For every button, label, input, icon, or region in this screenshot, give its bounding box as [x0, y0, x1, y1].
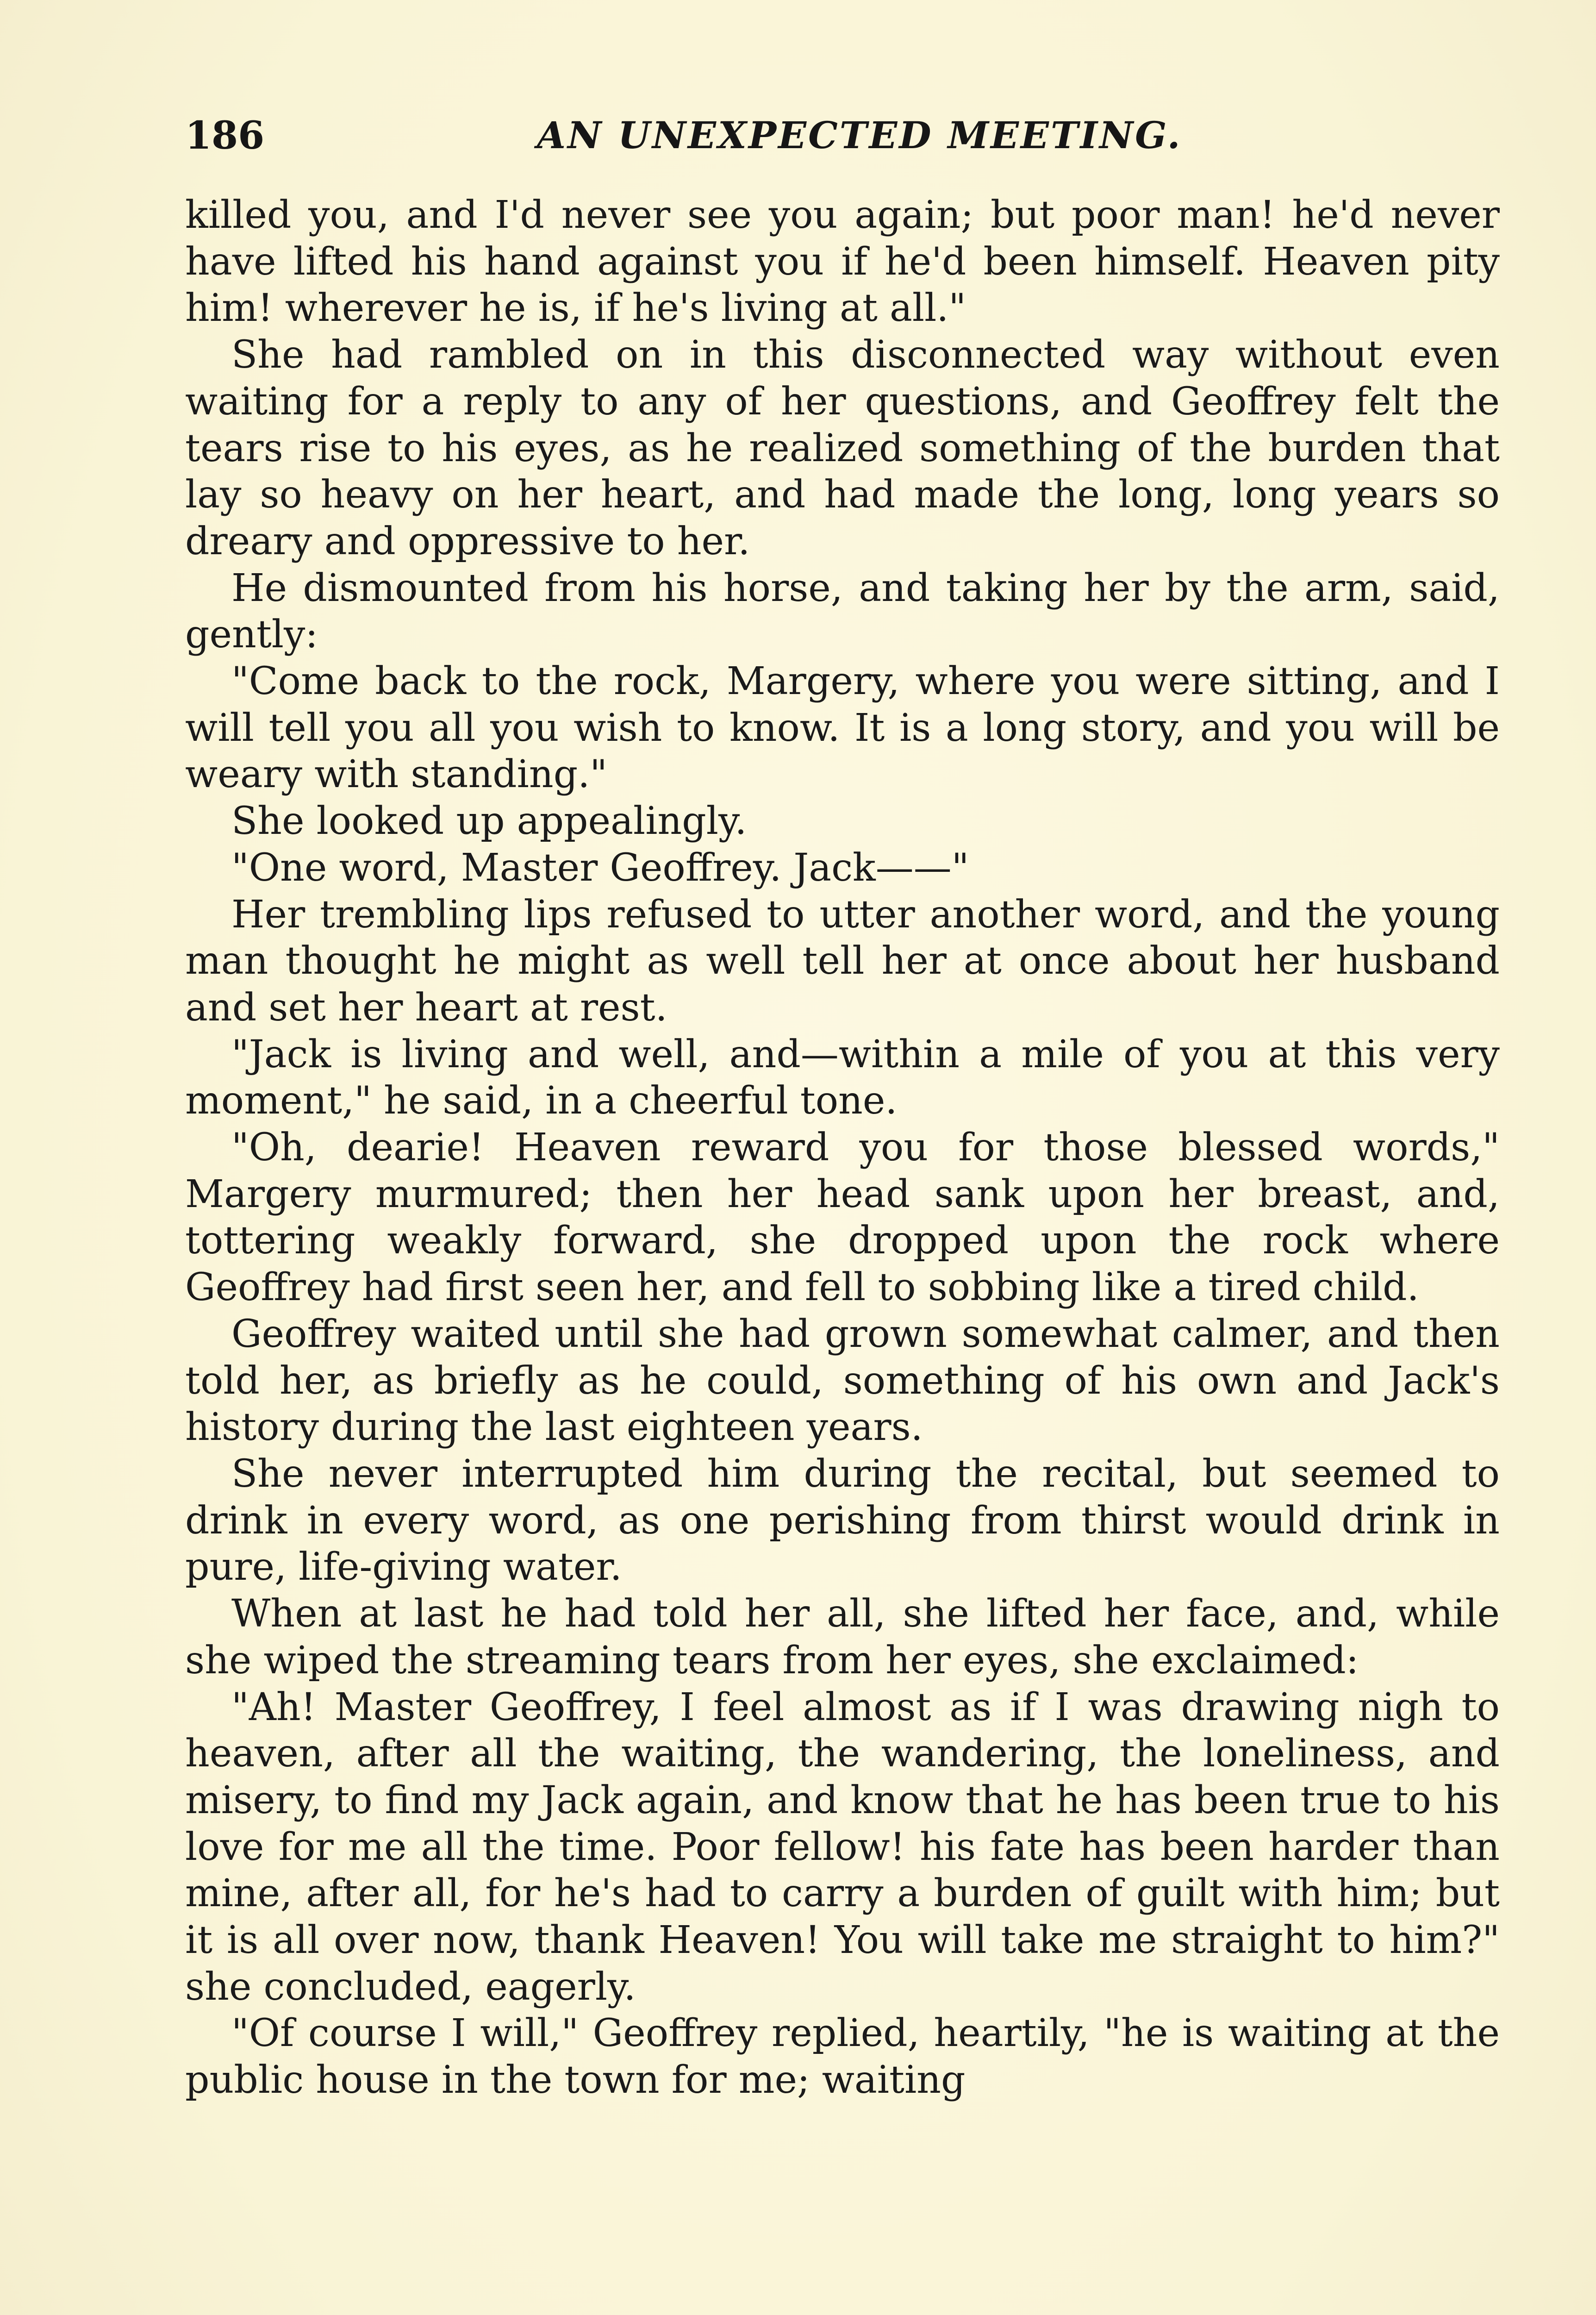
- paragraph: "Jack is living and well, and—within a mile of you at this very moment," he said, in a cheerful tone.: [185, 1032, 1500, 1123]
- paragraph: He dismounted from his horse, and taking her by the arm, said, gently:: [185, 566, 1500, 657]
- paragraph: "Oh, dearie! Heaven reward you for those blessed words," Margery murmured; then her head sank upon her breast, and, tottering weakly forward, she dropped upon the rock where Geoffrey had first seen her, and fell to sobbing like a tired child.: [185, 1126, 1500, 1310]
- page-number: 186: [185, 113, 265, 158]
- paragraph: killed you, and I'd never see you again; but poor man! he'd never have lifted his hand against you if he'd been himself. Heaven pity him! wherever he is, if he's living at all.": [185, 193, 1500, 331]
- paragraph: "Ah! Master Geoffrey, I feel almost as if I was drawing nigh to heaven, after all the waiting, the wandering, the loneliness, and misery, to find my Jack again, and know that he has been true to his love for me all the time. Poor fellow! his fate has been harder than mine, after all, for he's had to carry a burden of guilt with him; but it is all over now, thank Heaven! You will take me straight to him?" she concluded, eagerly.: [185, 1685, 1500, 2009]
- paragraph: When at last he had told her all, she lifted her face, and, while she wiped the streaming tears from her eyes, she exclaimed:: [185, 1592, 1500, 1683]
- paragraph: Her trembling lips refused to utter another word, and the young man thought he might as well tell her at once about her husband and set her heart at rest.: [185, 892, 1500, 1030]
- page-header: [185, 100, 1500, 160]
- paragraph: "Of course I will," Geoffrey replied, heartily, "he is waiting at the public house in the town for me; waiting: [185, 2011, 1500, 2102]
- paragraph: "One word, Master Geoffrey. Jack——": [231, 845, 969, 890]
- running-head: AN UNEXPECTED MEETING.: [537, 113, 1182, 157]
- paragraph: She never interrupted him during the recital, but seemed to drink in every word, as one perishing from thirst would drink in pure, life-giving water.: [185, 1452, 1500, 1589]
- paragraph: "Come back to the rock, Margery, where you were sitting, and I will tell you all you wish to know. It is a long story, and you will be weary with standing.": [185, 659, 1500, 797]
- paragraph: Geoffrey waited until she had grown somewhat calmer, and then told her, as briefly as he could, something of his own and Jack's history during the last eighteen years.: [185, 1312, 1500, 1450]
- body-text: [185, 192, 1500, 2104]
- paragraph: She had rambled on in this disconnected way without even waiting for a reply to any of her questions, and Geoffrey felt the tears rise to his eyes, as he realized something of the burden that lay so heavy on her heart, and had made the long, long years so dreary and oppressive to her.: [185, 333, 1500, 563]
- paragraph: She looked up appealingly.: [231, 799, 747, 844]
